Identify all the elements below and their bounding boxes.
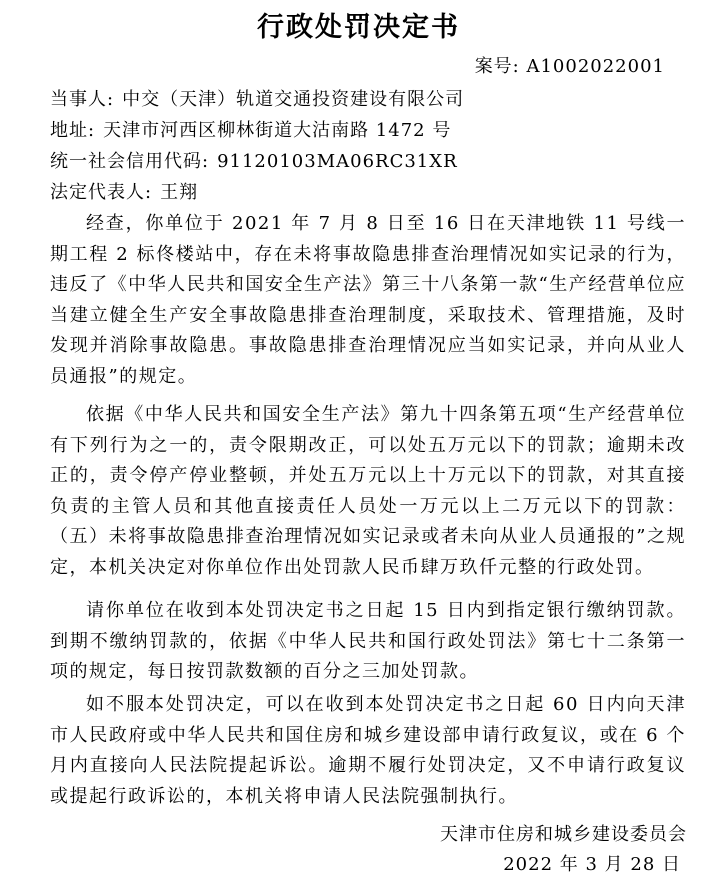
legal-rep-label: 法定代表人: (50, 182, 153, 203)
paragraph-payment: 请你单位在收到本处罚决定书之日起 15 日内到指定银行缴纳罚款。到期不缴纳罚款的，依据《中华人民共和国行政处罚法》第七十二条第一项的规定，每日按罚款数额的百分之三加处罚款。 (50, 600, 686, 682)
paragraph-legal-basis: 依据《中华人民共和国安全生产法》第九十四条第五项“生产经营单位有下列行为之一的，责令限期改正，可以处五万元以下的罚款；逾期未改正的，责令停产停业整顿，并处五万元以上十万元以下的罚款，对其直接负责的主管人员和其他直接责任人员处一万元以上二万元以下的罚款：（五）未将事故隐患排查治理情况如实记录或者未向从业人员通报的”之规定，本机关决定对你单位作出处罚款人民币肆万玖仟元整的行政处罚。 (50, 404, 686, 578)
address-label: 地址: (50, 120, 96, 141)
case-number: 案号: A1002022001 (474, 56, 665, 77)
credit-code-label: 统一社会信用代码: (50, 151, 210, 172)
paragraph-findings: 经查，你单位于 2021 年 7 月 8 日至 16 日在天津地铁 11 号线一期工程 2 标佟楼站中，存在未将事故隐患排查治理情况如实记录的行为，违反了《中华人民共和国安全生产法》第三十八条第一款“生产经营单位应当建立健全生产安全事故隐患排查治理制度，采取技术、管理措施，及时发现并消除事故隐患。事故隐患排查治理情况应当如实记录，并向从业人员通报”的规定。 (50, 213, 686, 387)
legal-rep-value: 王翔 (160, 182, 199, 203)
credit-code-value: 91120103MA06RC31XR (217, 151, 458, 172)
address-field (50, 116, 451, 146)
legal-rep-field (50, 178, 198, 208)
address-value: 天津市河西区柳林街道大沽南路 1472 号 (103, 120, 452, 141)
party-label: 当事人: (50, 89, 115, 110)
party-field (50, 85, 464, 115)
paragraph-appeal: 如不服本处罚决定，可以在收到本处罚决定书之日起 60 日内向天津市人民政府或中华人民共和国住房和城乡建设部申请行政复议，或在 6 个月内直接向人民法院提起诉讼。逾期不履行处罚决定，又不申请行政复议或提起行政诉讼的，本机关将申请人民法院强制执行。 (50, 694, 686, 807)
issue-date: 2022 年 3 月 28 日 (503, 854, 681, 875)
party-value: 中交（天津）轨道交通投资建设有限公司 (122, 89, 465, 110)
document-title: 行政处罚决定书 (257, 12, 460, 43)
credit-code-field (50, 147, 458, 177)
issuer: 天津市住房和城乡建设委员会 (440, 824, 687, 845)
